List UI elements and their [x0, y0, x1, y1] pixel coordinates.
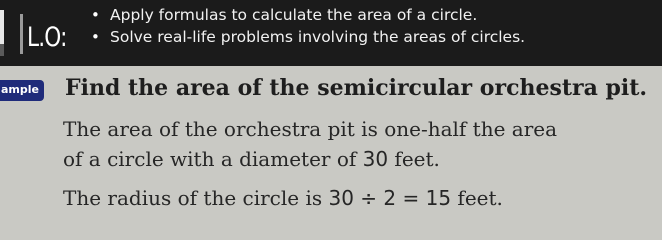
bullet-icon: • — [91, 28, 100, 46]
bullet-icon: • — [91, 6, 100, 24]
explanation-line-2 — [63, 147, 440, 171]
objective-item — [88, 4, 525, 26]
objective-text: Apply formulas to calculate the area of a circle. — [110, 6, 478, 24]
line-3-text: The radius of the circle is — [63, 186, 329, 210]
edge-marker — [0, 10, 4, 44]
diameter-value: 30 — [362, 147, 389, 171]
lo-label: L.O: — [27, 22, 67, 53]
line-2-end: feet. — [388, 147, 440, 171]
objective-item — [88, 26, 525, 48]
line-3-end: feet. — [451, 186, 503, 210]
objectives-list — [88, 4, 525, 48]
learning-objectives-bar — [0, 0, 662, 66]
divider — [20, 14, 23, 54]
line-2-text: of a circle with a diameter of — [63, 147, 363, 171]
explanation-line-1: The area of the orchestra pit is one-half the area — [63, 117, 558, 141]
example-tab-label: ample — [1, 83, 39, 96]
objective-text: Solve real-life problems involving the areas of circles. — [110, 28, 526, 46]
example-tab — [0, 80, 44, 101]
radius-expression: 30 ÷ 2 = 15 — [328, 186, 452, 210]
explanation-line-3 — [63, 186, 503, 210]
example-title: Find the area of the semicircular orchestra pit. — [65, 75, 648, 101]
edge-marker-lower — [0, 44, 4, 56]
